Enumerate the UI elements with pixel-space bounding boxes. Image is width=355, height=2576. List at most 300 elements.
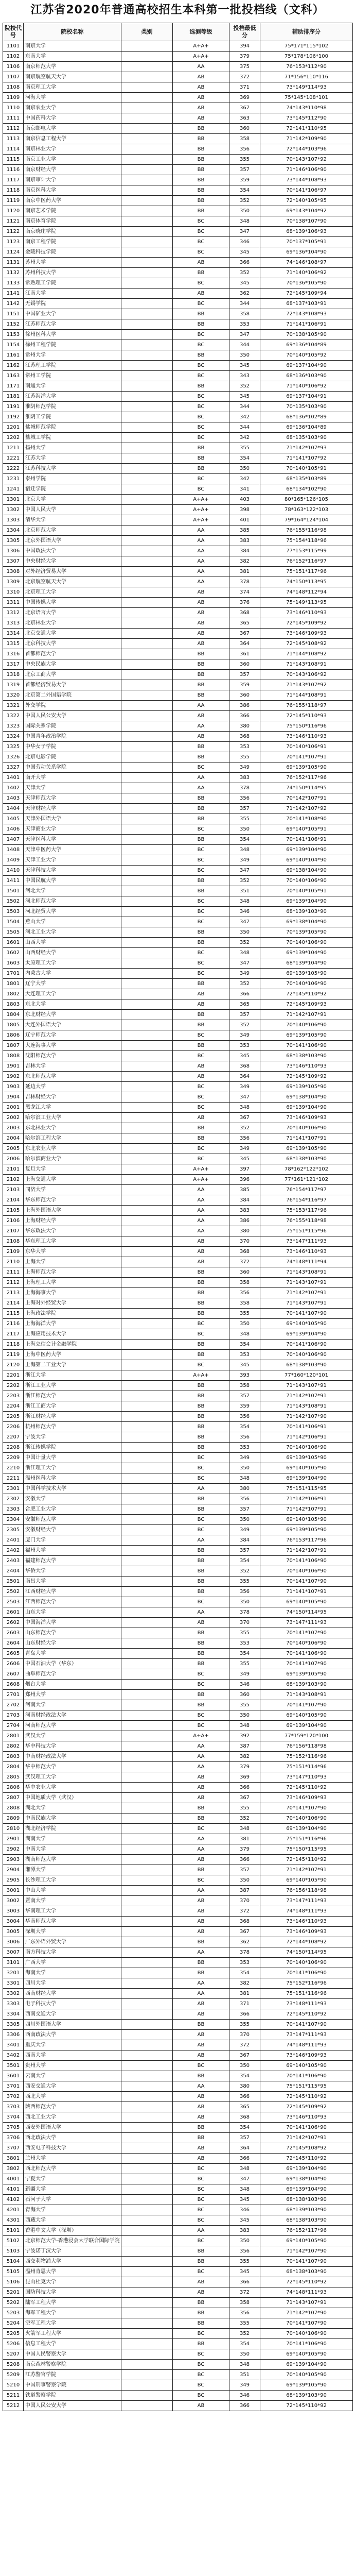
cell-name: 厦门大学 (24, 1535, 121, 1546)
cell-code: 2302 (3, 1494, 24, 1504)
cell-requirement: BB (173, 2071, 229, 2081)
cell-score: 355 (229, 1803, 260, 1814)
cell-rank: 69*136*104*89 (260, 422, 353, 433)
cell-rank: 73*148*111*93 (260, 1999, 353, 2009)
cell-score: 356 (229, 1587, 260, 1597)
cell-category (121, 165, 173, 175)
table-row (3, 1319, 353, 1329)
cell-requirement: AA (173, 577, 229, 587)
cell-rank: 76*154*116*97 (260, 1195, 353, 1206)
cell-score: 348 (229, 1329, 260, 1340)
cell-rank: 75*152*116*96 (260, 1752, 353, 1762)
cell-name: 海军工程大学 (24, 2308, 121, 2318)
table-row (3, 2236, 353, 2246)
cell-requirement: BC (173, 1875, 229, 1886)
cell-requirement: AA (173, 1484, 229, 1494)
cell-category (121, 144, 173, 155)
cell-rank: 72*143*108*93 (260, 309, 353, 319)
cell-name: 南京农业大学 (24, 103, 121, 113)
cell-score: 384 (229, 1535, 260, 1546)
cell-score: 350 (229, 206, 260, 216)
cell-name: 西安外国语大学 (24, 2123, 121, 2133)
cell-name: 淮阴工学院 (24, 412, 121, 422)
cell-score: 372 (229, 1906, 260, 1917)
cell-name: 南京信息工程大学 (24, 134, 121, 144)
cell-category (121, 2123, 173, 2133)
cell-name: 复旦大学 (24, 1164, 121, 1175)
cell-category (121, 2215, 173, 2226)
cell-name: 华东政法大学 (24, 1226, 121, 1236)
cell-requirement: BC (173, 896, 229, 907)
cell-requirement: AB (173, 1772, 229, 1783)
cell-requirement: BC (173, 948, 229, 958)
table-row (3, 969, 353, 979)
cell-name: 华东师范大学 (24, 1195, 121, 1206)
table-row (3, 155, 353, 165)
cell-requirement: AB (173, 1793, 229, 1803)
cell-requirement: AB (173, 608, 229, 618)
table-row (3, 1020, 353, 1030)
cell-rank: 77*159*120*100 (260, 1731, 353, 1741)
cell-code: 2810 (3, 1824, 24, 1834)
cell-requirement: BC (173, 866, 229, 876)
cell-code: 3601 (3, 2071, 24, 2081)
table-row (3, 52, 353, 62)
cell-score: 349 (229, 855, 260, 866)
cell-code: 2604 (3, 1638, 24, 1649)
cell-rank: 69*139*105*90 (260, 1144, 353, 1154)
cell-code: 2502 (3, 1587, 24, 1597)
cell-name: 中南财经政法大学 (24, 1752, 121, 1762)
header-name: 院校名称 (24, 23, 121, 41)
table-row (3, 515, 353, 526)
cell-code: 2701 (3, 1690, 24, 1700)
cell-score: 397 (229, 1164, 260, 1175)
cell-score: 352 (229, 1814, 260, 1824)
cell-requirement: BB (173, 196, 229, 206)
cell-category (121, 175, 173, 185)
cell-code: 3501 (3, 2061, 24, 2071)
cell-code: 2403 (3, 1556, 24, 1566)
cell-requirement: BC (173, 402, 229, 412)
cell-category (121, 2205, 173, 2215)
table-row (3, 773, 353, 783)
cell-name: 中国青年政治学院 (24, 732, 121, 742)
cell-code: 5206 (3, 2339, 24, 2349)
cell-requirement: BB (173, 1298, 229, 1309)
cell-rank: 70*141*107*90 (260, 1628, 353, 1638)
cell-requirement: A+A+ (173, 495, 229, 505)
cell-requirement: BB (173, 876, 229, 886)
cell-score: 347 (229, 2174, 260, 2184)
cell-name: 天津医科大学 (24, 835, 121, 845)
table-row (3, 2102, 353, 2112)
cell-rank: 71*141*106*91 (260, 319, 353, 330)
table-row (3, 1164, 353, 1175)
table-row (3, 1010, 353, 1020)
table-row (3, 2133, 353, 2143)
cell-score: 345 (229, 2215, 260, 2226)
cell-code: 2104 (3, 1195, 24, 1206)
table-row (3, 443, 353, 453)
cell-score: 358 (229, 1381, 260, 1391)
cell-rank: 70*141*107*91 (260, 752, 353, 762)
cell-score: 354 (229, 2339, 260, 2349)
cell-category (121, 1886, 173, 1896)
cell-category (121, 732, 173, 742)
cell-requirement: AB (173, 2287, 229, 2298)
cell-category (121, 1020, 173, 1030)
cell-name: 西交利物浦大学 (24, 2257, 121, 2267)
cell-score: 356 (229, 2246, 260, 2257)
cell-name: 首都师范大学 (24, 649, 121, 659)
cell-score: 366 (229, 2154, 260, 2164)
cell-rank: 72*145*110*92 (260, 2401, 353, 2411)
cell-requirement: AA (173, 1226, 229, 1236)
cell-score: 354 (229, 1649, 260, 1659)
cell-code: 5103 (3, 2246, 24, 2257)
cell-score: 380 (229, 721, 260, 732)
cell-code: 3401 (3, 2040, 24, 2050)
table-row (3, 495, 353, 505)
cell-category (121, 2143, 173, 2154)
cell-rank: 71*142*109*90 (260, 134, 353, 144)
table-row (3, 484, 353, 495)
cell-score: 349 (229, 1144, 260, 1154)
cell-name: 江苏大学 (24, 453, 121, 464)
cell-name: 南京艺术学院 (24, 206, 121, 216)
cell-score: 344 (229, 402, 260, 412)
cell-score: 372 (229, 2040, 260, 2050)
cell-code: 3705 (3, 2123, 24, 2133)
cell-rank: 73*146*109*93 (260, 1927, 353, 1937)
cell-score: 344 (229, 340, 260, 350)
cell-rank: 77*160*120*101 (260, 1370, 353, 1381)
cell-code: 3101 (3, 1958, 24, 1968)
cell-rank: 70*140*106*90 (260, 938, 353, 948)
cell-requirement: BC (173, 361, 229, 371)
cell-code: 2102 (3, 1175, 24, 1185)
cell-name: 福州大学 (24, 1546, 121, 1556)
table-row (3, 938, 353, 948)
cell-category (121, 1226, 173, 1236)
cell-rank: 71*140*106*92 (260, 381, 353, 392)
cell-name: 北京师范大学 (24, 526, 121, 536)
cell-requirement: A+A+ (173, 1370, 229, 1381)
cell-score: 352 (229, 876, 260, 886)
cell-score: 364 (229, 639, 260, 649)
cell-rank: 75*152*116*96 (260, 1978, 353, 1989)
cell-requirement: BC (173, 216, 229, 227)
cell-requirement: BC (173, 2164, 229, 2174)
cell-code: 1142 (3, 299, 24, 309)
cell-score: 382 (229, 1978, 260, 1989)
cell-category (121, 1494, 173, 1504)
cell-name: 湘潭大学 (24, 1865, 121, 1875)
cell-code: 3201 (3, 1968, 24, 1978)
cell-code: 5205 (3, 2329, 24, 2339)
cell-rank: 70*141*106*90 (260, 1649, 353, 1659)
cell-name: 河北大学 (24, 886, 121, 896)
cell-category (121, 958, 173, 969)
cell-name: 湖北经济学院 (24, 1824, 121, 1834)
cell-code: 1806 (3, 1030, 24, 1041)
cell-score: 346 (229, 237, 260, 247)
cell-score: 355 (229, 1577, 260, 1587)
cell-code: 5202 (3, 2298, 24, 2308)
cell-code: 2005 (3, 1144, 24, 1154)
cell-score: 353 (229, 1350, 260, 1360)
cell-name: 湖北大学 (24, 1803, 121, 1814)
cell-score: 354 (229, 185, 260, 196)
cell-score: 344 (229, 422, 260, 433)
cell-score: 350 (229, 1710, 260, 1721)
cell-requirement: A+A+ (173, 1175, 229, 1185)
cell-rank: 70*140*106*90 (260, 1020, 353, 1030)
table-row (3, 1783, 353, 1793)
cell-name: 中国人民公安大学 (24, 2401, 121, 2411)
cell-rank: 69*139*104*90 (260, 2360, 353, 2370)
cell-rank: 71*142*107*91 (260, 1546, 353, 1556)
cell-code: 3007 (3, 1947, 24, 1958)
cell-rank: 71*143*107*91 (260, 1298, 353, 1309)
cell-code: 1404 (3, 804, 24, 814)
cell-name: 安徽大学 (24, 1494, 121, 1504)
cell-code: 1122 (3, 227, 24, 237)
cell-category (121, 711, 173, 721)
cell-category (121, 1875, 173, 1886)
cell-score: 380 (229, 1484, 260, 1494)
cell-code: 1805 (3, 1020, 24, 1030)
cell-category (121, 608, 173, 618)
table-row (3, 567, 353, 577)
cell-score: 357 (229, 2133, 260, 2143)
cell-name: 上海立信会计金融学院 (24, 1340, 121, 1350)
cell-code: 2003 (3, 1123, 24, 1133)
cell-name: 天津财经大学 (24, 804, 121, 814)
cell-score: 345 (229, 1154, 260, 1164)
cell-name: 清华大学 (24, 515, 121, 526)
cell-rank: 71*142*106*91 (260, 1432, 353, 1443)
cell-code: 1318 (3, 670, 24, 680)
cell-rank: 71*142*107*91 (260, 1288, 353, 1298)
cell-category (121, 742, 173, 752)
cell-rank: 71*141*107*91 (260, 1133, 353, 1144)
cell-requirement: BB (173, 2257, 229, 2267)
cell-name: 中南民族大学 (24, 1814, 121, 1824)
cell-code: 1322 (3, 711, 24, 721)
cell-score: 349 (229, 1453, 260, 1463)
cell-category (121, 1999, 173, 2009)
cell-score: 348 (229, 896, 260, 907)
cell-name: 山东大学 (24, 1607, 121, 1618)
cell-requirement: BB (173, 1288, 229, 1298)
cell-rank: 69*140*105*90 (260, 1463, 353, 1473)
cell-requirement: BC (173, 969, 229, 979)
cell-rank: 70*141*106*97 (260, 185, 353, 196)
cell-score: 350 (229, 1319, 260, 1329)
cell-code: 1120 (3, 206, 24, 216)
table-row (3, 526, 353, 536)
cell-code: 2304 (3, 1515, 24, 1525)
cell-name: 北京科技大学 (24, 639, 121, 649)
cell-category (121, 1669, 173, 1680)
table-row (3, 1752, 353, 1762)
cell-name: 四川外国语大学 (24, 2020, 121, 2030)
cell-category (121, 1700, 173, 1710)
table-row (3, 1484, 353, 1494)
table-row (3, 1381, 353, 1391)
cell-rank: 69*140*105*90 (260, 1710, 353, 1721)
cell-rank: 68*137*103*91 (260, 299, 353, 309)
cell-rank: 73*146*110*93 (260, 1247, 353, 1257)
cell-requirement: AA (173, 773, 229, 783)
table-row (3, 1175, 353, 1185)
table-row (3, 876, 353, 886)
page-title: 江苏省2020年普通高校招生本科第一批投档线（文科） (30, 4, 325, 16)
table-row (3, 2081, 353, 2092)
table-row (3, 1216, 353, 1226)
cell-rank: 72*145*110*92 (260, 1783, 353, 1793)
cell-name: 金陵科技学院 (24, 247, 121, 258)
header-category: 类别 (121, 23, 173, 41)
cell-rank: 70*140*105*90 (260, 2370, 353, 2380)
cell-category (121, 866, 173, 876)
cell-rank: 74*148*112*94 (260, 587, 353, 598)
cell-rank: 68*139*103*90 (260, 907, 353, 917)
cell-rank: 69*140*105*90 (260, 2236, 353, 2246)
cell-code: 1701 (3, 969, 24, 979)
cell-score: 363 (229, 113, 260, 124)
cell-score: 359 (229, 680, 260, 690)
cell-category (121, 1793, 173, 1803)
cell-code: 2105 (3, 1206, 24, 1216)
cell-score: 352 (229, 196, 260, 206)
cell-category (121, 1133, 173, 1144)
cell-category (121, 1401, 173, 1412)
cell-category (121, 886, 173, 896)
cell-rank: 68*135*103*89 (260, 474, 353, 484)
cell-rank: 70*140*106*91 (260, 742, 353, 752)
cell-category (121, 2009, 173, 2020)
cell-score: 379 (229, 52, 260, 62)
cell-rank: 68*138*103*90 (260, 2267, 353, 2277)
cell-category (121, 422, 173, 433)
cell-requirement: BC (173, 2174, 229, 2184)
table-row (3, 2226, 353, 2236)
table-row (3, 1968, 353, 1978)
cell-code: 2004 (3, 1133, 24, 1144)
cell-score: 359 (229, 175, 260, 185)
cell-name: 南方科技大学 (24, 1947, 121, 1958)
cell-category (121, 2370, 173, 2380)
cell-code: 1903 (3, 1082, 24, 1092)
cell-rank: 70*143*107*92 (260, 155, 353, 165)
cell-category (121, 556, 173, 567)
cell-category (121, 824, 173, 835)
table-row (3, 1082, 353, 1092)
cell-rank: 74*150*114*95 (260, 783, 353, 793)
table-row (3, 598, 353, 608)
cell-score: 352 (229, 1020, 260, 1030)
table-row (3, 1535, 353, 1546)
cell-code: 1119 (3, 196, 24, 206)
cell-requirement: AB (173, 1247, 229, 1257)
cell-category (121, 443, 173, 453)
cell-code: 3703 (3, 2102, 24, 2112)
cell-rank: 71*142*107*91 (260, 1010, 353, 1020)
cell-rank: 71*143*107*91 (260, 2298, 353, 2308)
cell-score: 398 (229, 505, 260, 515)
cell-score: 355 (229, 1628, 260, 1638)
cell-score: 379 (229, 1762, 260, 1772)
cell-rank: 75*145*108*101 (260, 93, 353, 103)
cell-category (121, 1391, 173, 1401)
cell-requirement: BC (173, 392, 229, 402)
cell-name: 中国矿业大学 (24, 309, 121, 319)
table-row (3, 1525, 353, 1535)
cell-code: 2602 (3, 1618, 24, 1628)
cell-rank: 70*140*106*90 (260, 1443, 353, 1453)
cell-requirement: BB (173, 1267, 229, 1278)
cell-requirement: BC (173, 2236, 229, 2246)
cell-name: 中南大学 (24, 1844, 121, 1855)
cell-score: 380 (229, 2081, 260, 2092)
cell-rank: 75*151*114*96 (260, 1762, 353, 1772)
table-row (3, 1844, 353, 1855)
cell-code: 4102 (3, 2195, 24, 2205)
cell-category (121, 330, 173, 340)
cell-score: 354 (229, 453, 260, 464)
cell-category (121, 278, 173, 289)
cell-category (121, 93, 173, 103)
cell-category (121, 1360, 173, 1370)
cell-category (121, 1638, 173, 1649)
cell-rank: 69*139*105*90 (260, 1525, 353, 1535)
table-row (3, 1937, 353, 1947)
cell-code: 2106 (3, 1216, 24, 1226)
cell-score: 360 (229, 659, 260, 670)
cell-category (121, 1113, 173, 1123)
cell-rank: 75*149*113*95 (260, 598, 353, 608)
cell-rank: 69*139*105*90 (260, 1030, 353, 1041)
table-row (3, 587, 353, 598)
table-row (3, 814, 353, 824)
cell-code: 1201 (3, 422, 24, 433)
table-row (3, 340, 353, 350)
cell-rank: 73*147*110*93 (260, 1772, 353, 1783)
table-row (3, 1236, 353, 1247)
cell-rank: 76*155*118*97 (260, 701, 353, 711)
cell-category (121, 2298, 173, 2308)
cell-score: 369 (229, 93, 260, 103)
cell-category (121, 1659, 173, 1669)
cell-category (121, 52, 173, 62)
cell-score: 353 (229, 319, 260, 330)
cell-code: 3305 (3, 2020, 24, 2030)
cell-name: 西北师范大学 (24, 2164, 121, 2174)
cell-name: 江苏科技大学 (24, 464, 121, 474)
cell-score: 368 (229, 1917, 260, 1927)
cell-score: 350 (229, 2061, 260, 2071)
cell-code: 2207 (3, 1432, 24, 1443)
table-row (3, 1185, 353, 1195)
cell-rank: 70*141*106*91 (260, 1422, 353, 1432)
cell-category (121, 752, 173, 762)
table-row (3, 1113, 353, 1123)
cell-rank: 71*142*107*91 (260, 1865, 353, 1875)
cell-category (121, 1092, 173, 1103)
